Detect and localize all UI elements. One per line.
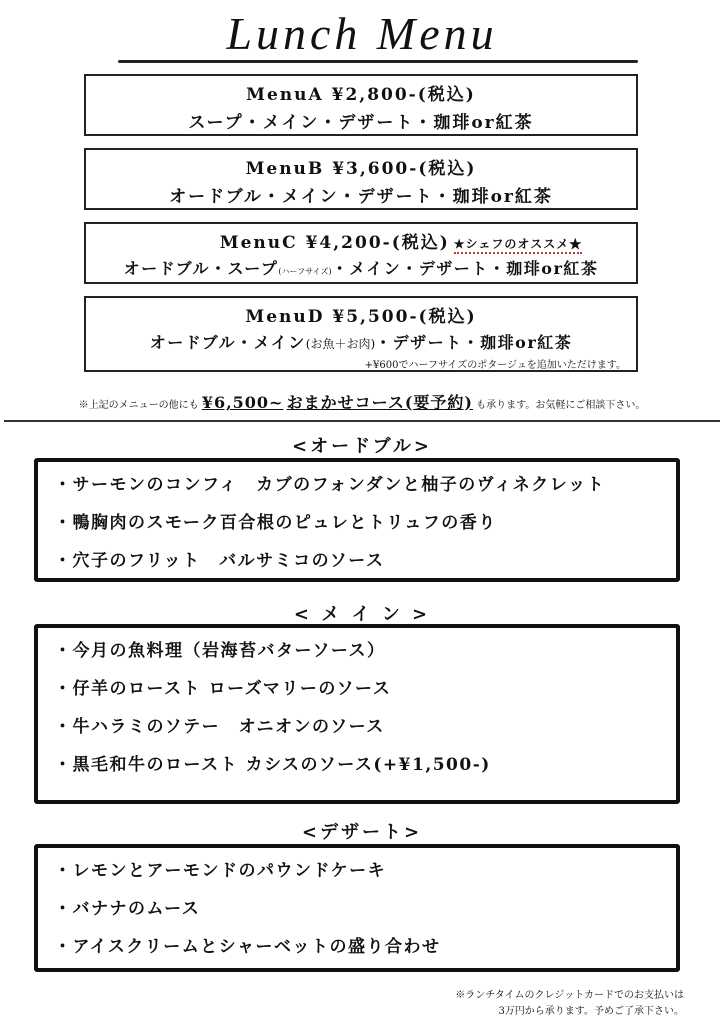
omakase-course: おまかせコース(要予約)	[286, 393, 473, 412]
omakase-suffix: も承ります。お気軽にご相談下さい。	[476, 400, 646, 411]
list-item: ・レモンとアーモンドのパウンドケーキ	[54, 861, 387, 881]
dessert-box	[34, 844, 680, 972]
list-item: ・鴨胸肉のスモーク百合根のピュレとトリュフの香り	[54, 513, 497, 533]
menu-c-courses-a: オードブル・スープ	[123, 259, 279, 278]
menu-b-price: MenuB ¥3,600-(税込)	[245, 159, 477, 179]
list-item: ・穴子のフリット バルサミコのソース	[54, 551, 385, 571]
menu-a-price: MenuA ¥2,800-(税込)	[246, 85, 476, 105]
omakase-note	[0, 390, 724, 413]
menu-b-box	[84, 148, 638, 210]
credit-card-note-line1: ※ランチタイムのクレジットカードでのお支払いは	[455, 990, 684, 1001]
credit-card-note	[455, 988, 684, 1020]
dessert-heading: <デザート>	[301, 822, 423, 843]
credit-card-note-line2: 3万円から承ります。予めご了承下さい。	[498, 1006, 684, 1017]
omakase-price: ¥6,500~	[201, 393, 284, 412]
list-item: ・仔羊のロースト ローズマリーのソース	[54, 679, 392, 699]
menu-c-price: MenuC ¥4,200-(税込)	[219, 233, 450, 253]
list-item: ・アイスクリームとシャーベットの盛り合わせ	[54, 937, 441, 957]
main-heading: < メ イ ン >	[293, 604, 431, 625]
list-item: ・サーモンのコンフィ カブのフォンダンと柚子のヴィネクレット	[54, 475, 606, 495]
menu-a-box	[84, 74, 638, 136]
omakase-prefix: ※上記のメニューの他にも	[78, 400, 199, 411]
main-box	[34, 624, 680, 804]
menu-d-box	[84, 296, 638, 372]
menu-d-courses-b: ・デザート・珈琲or紅茶	[375, 333, 573, 352]
menu-d-potage-note: +¥600でハーフサイズのポタージュを追加いただけます。	[364, 360, 626, 371]
chef-recommend-badge: ★シェフのオススメ★	[454, 237, 582, 254]
list-item: ・黒毛和牛のロースト カシスのソース(+¥1,500-)	[54, 755, 491, 775]
menu-c-half-size: (ハーフサイズ)	[278, 267, 332, 276]
page-title: Lunch Menu	[226, 8, 498, 59]
menu-c-courses-b: ・メイン・デザート・珈琲or紅茶	[331, 259, 599, 278]
menu-c-box	[84, 222, 638, 284]
menu-d-courses-a: オードブル・メイン	[149, 333, 306, 352]
title-underline	[118, 60, 638, 63]
list-item: ・牛ハラミのソテー オニオンのソース	[54, 717, 385, 737]
menu-d-fish-meat: (お魚＋お肉)	[305, 337, 376, 351]
hors-doeuvre-heading: <オードブル>	[292, 436, 432, 457]
menu-a-courses: スープ・メイン・デザート・珈琲or紅茶	[188, 113, 534, 133]
menu-b-courses: オードブル・メイン・デザート・珈琲or紅茶	[169, 187, 553, 207]
list-item: ・今月の魚料理（岩海苔バターソース）	[54, 641, 386, 661]
menu-d-price: MenuD ¥5,500-(税込)	[245, 307, 477, 327]
hors-doeuvre-box	[34, 458, 680, 582]
list-item: ・バナナのムース	[54, 899, 201, 919]
section-divider	[4, 420, 720, 422]
